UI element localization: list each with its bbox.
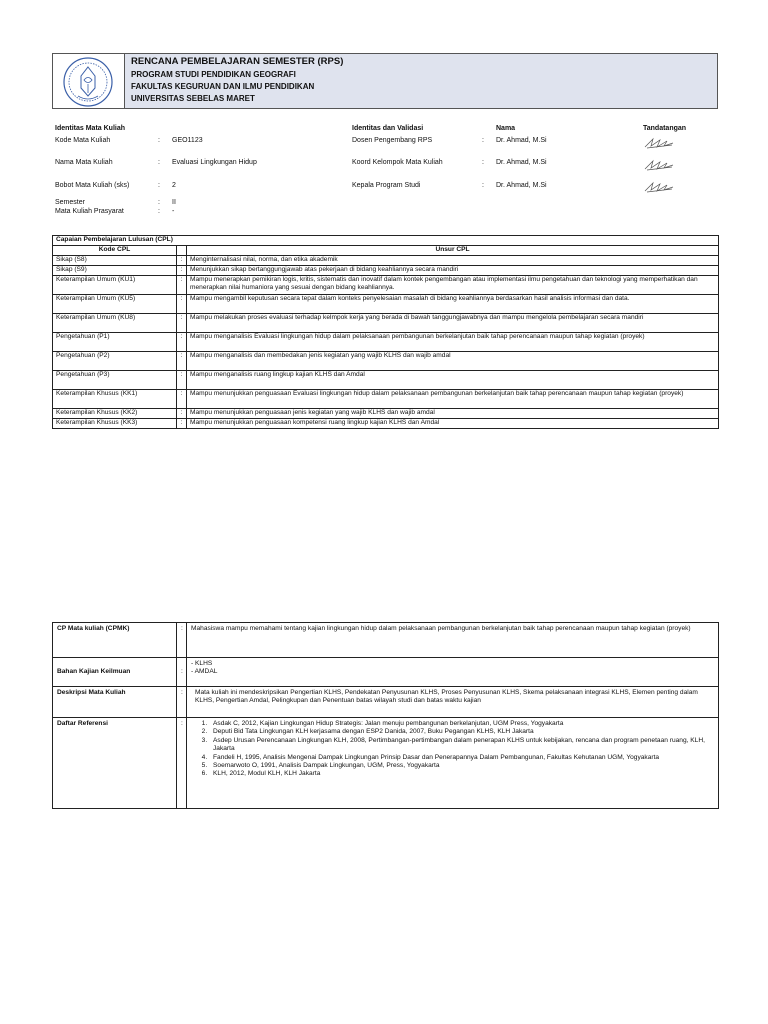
university-name: UNIVERSITAS SEBELAS MARET: [131, 94, 255, 103]
references-label: Daftar Referensi: [53, 718, 177, 809]
validation-sep: :: [482, 182, 484, 189]
cpmk-label: CP Mata kuliah (CPMK): [53, 623, 177, 658]
validation-name: Dr. Ahmad, M.Si: [496, 182, 547, 189]
cpl-text: Mampu menerapkan pemikiran logis, kritis, sistematis dan inovatif dalam kontek pengembangan atau implementasi ilmu pengetahuan dan teknologi yang memperhatikan dan menerapkan nilai humaniora yang sesuai dengan bidang keahliannya.: [187, 276, 719, 295]
identity-sep: :: [158, 199, 160, 206]
table-row: [53, 409, 719, 419]
table-row: [53, 276, 719, 295]
cpl-sep: :: [177, 352, 187, 371]
cpl-sep: :: [177, 409, 187, 419]
identity-value: 2: [172, 182, 176, 189]
cpl-text: Mampu menganalisis dan membedakan jenis kegiatan yang wajib KLHS dan wajib amdal: [187, 352, 719, 371]
name-heading: Nama: [496, 125, 516, 132]
materials-sep: :: [177, 658, 187, 687]
table-row: [53, 687, 719, 718]
identity-value: GEO1123: [172, 137, 203, 144]
cpl-code: Keterampilan Khusus (KK3): [53, 419, 177, 429]
description-label: Deskripsi Mata Kuliah: [53, 687, 177, 718]
cpl-element-header: Unsur CPL: [187, 246, 719, 256]
list-item: - KLHS: [191, 660, 213, 667]
cpl-code: Sikap (S9): [53, 266, 177, 276]
cpl-code: Sikap (S8): [53, 256, 177, 266]
signature-icon: [643, 180, 675, 194]
identity-sep: :: [158, 208, 160, 215]
cpl-code-header: Kode CPL: [53, 246, 177, 256]
list-item: 5. Soemarwoto O, 1991, Analisis Dampak Lingkungan, UGM, Press, Yogyakarta: [209, 762, 714, 770]
cpl-text: Mampu melakukan proses evaluasi terhadap kelmpok kerja yang berada di bawah tanggungjawabnya dan mampu mengelola pembelajaran secara mandiri: [187, 314, 719, 333]
identity-label: Mata Kuliah Prasyarat: [55, 208, 124, 215]
materials-label: Bahan Kajian Keilmuan: [53, 658, 177, 687]
identity-heading: Identitas Mata Kuliah: [55, 125, 126, 132]
identity-sep: :: [158, 137, 160, 144]
list-item: 6. KLH, 2012, Modul KLH, KLH Jakarta: [209, 770, 714, 778]
identity-sep: :: [158, 182, 160, 189]
faculty-name: FAKULTAS KEGURUAN DAN ILMU PENDIDIKAN: [131, 82, 315, 91]
cpl-table: [52, 235, 719, 429]
identity-label: Semester: [55, 199, 85, 206]
document-title: RENCANA PEMBELAJARAN SEMESTER (RPS): [131, 56, 344, 67]
identity-sep: :: [158, 159, 160, 166]
table-row: [53, 333, 719, 352]
cpl-text: Mampu mengambil keputusan secara tepat dalam konteks penyelesaian masalah di bidang keahliannya berdasarkan hasil analisis informasi dan data.: [187, 295, 719, 314]
cpl-code: Pengetahuan (P2): [53, 352, 177, 371]
university-logo-icon: [62, 56, 114, 108]
description-text: Mata kuliah ini mendeskripsikan Pengertian KLHS, Pendekatan Penyusunan KLHS, Proses Penyusunan KLHS, Skema pelaksanaan integrasi KLHS, Elemen penting dalam KLHS, Pengertian Amdal, Pelingkupan dan Penentuan batas wilayah studi dan batas waktu kajian: [187, 687, 719, 718]
cpl-text: Mampu menganalisis ruang lingkup kajian KLHS dan Amdal: [187, 371, 719, 390]
cpl-text: Mampu menunjukkan penguasaan jenis kegiatan yang wajib KLHS dan wajib amdal: [187, 409, 719, 419]
document-header: [52, 53, 718, 109]
cpl-title: Capaian Pembelajaran Lulusan (CPL): [53, 236, 719, 246]
table-row: [53, 246, 719, 256]
validation-name: Dr. Ahmad, M.Si: [496, 159, 547, 166]
identity-label: Bobot Mata Kuliah (sks): [55, 182, 130, 189]
table-row: [53, 371, 719, 390]
identity-label: Kode Mata Kuliah: [55, 137, 111, 144]
cpl-code: Pengetahuan (P3): [53, 371, 177, 390]
signature-heading: Tandatangan: [643, 125, 687, 132]
table-row: [53, 658, 719, 687]
identity-value: II: [172, 199, 176, 206]
cpl-text: Menunjukkan sikap bertanggungjawab atas pekerjaan di bidang keahliannya secara mandiri: [187, 266, 719, 276]
cpl-code: Keterampilan Umum (KU8): [53, 314, 177, 333]
cpl-text: Mampu menunjukkan penguasaan kompetensi ruang lingkup kajian KLHS dan Amdal: [187, 419, 719, 429]
table-row: [53, 352, 719, 371]
cpl-sep: :: [177, 276, 187, 295]
cpl-sep: :: [177, 295, 187, 314]
cpl-sep: :: [177, 314, 187, 333]
validation-role: Koord Kelompok Mata Kuliah: [352, 159, 443, 166]
signature-icon: [643, 136, 675, 150]
cpmk-text: Mahasiswa mampu memahami tentang kajian lingkungan hidup dalam pelaksanaan pembangunan berkelanjutan baik tahap perencanaan maupun tahap kegiatan (proyek): [187, 623, 719, 658]
list-item: - AMDAL: [191, 668, 218, 676]
cpl-text: Menginternalisasi nilai, norma, dan etika akademik: [187, 256, 719, 266]
signature-icon: [643, 158, 675, 172]
validation-role: Dosen Pengembang RPS: [352, 137, 433, 144]
table-row: [53, 256, 719, 266]
validation-sep: :: [482, 159, 484, 166]
cpl-sep: :: [177, 266, 187, 276]
cpl-text: Mampu menunjukkan penguasaan Evaluasi lingkungan hidup dalam pelaksanaan pembangunan berkelanjutan baik tahap perencanaan maupun tahap kegiatan (proyek): [187, 390, 719, 409]
course-table: [52, 622, 719, 809]
references-sep: :: [177, 718, 187, 809]
list-item: 3. Asdep Urusan Perencanaan Lingkungan KLH, 2008, Pertimbangan-pertimbangan dalam penerapan KLHS untuk kebijakan, rencana dan program penetaan ruang, KLH, Jakarta: [209, 737, 714, 754]
table-row: [53, 623, 719, 658]
cpl-sep: :: [177, 371, 187, 390]
cpl-code: Keterampilan Khusus (KK2): [53, 409, 177, 419]
validation-role: Kepala Program Studi: [352, 182, 421, 189]
cpl-code: Keterampilan Khusus (KK1): [53, 390, 177, 409]
table-row: [53, 236, 719, 246]
identity-value: Evaluasi Lingkungan Hidup: [172, 159, 257, 166]
program-name: PROGRAM STUDI PENDIDIKAN GEOGRAFI: [131, 70, 296, 79]
cpl-code: Pengetahuan (P1): [53, 333, 177, 352]
list-item: 1. Asdak C, 2012, Kajian Lingkungan Hidup Strategis: Jalan menuju pembangunan berkelanjutan, UGM Press, Yogyakarta: [209, 720, 714, 728]
table-row: [53, 314, 719, 333]
cpl-sep-header: [177, 246, 187, 256]
table-row: [53, 295, 719, 314]
identity-label: Nama Mata Kuliah: [55, 159, 113, 166]
table-row: [53, 419, 719, 429]
cpl-text: Mampu menganalisis Evaluasi lingkungan hidup dalam pelaksanaan pembangunan berkelanjutan baik tahap perencanaan maupun tahap kegiatan (proyek): [187, 333, 719, 352]
cpl-sep: :: [177, 333, 187, 352]
cpl-sep: :: [177, 419, 187, 429]
cpl-sep: :: [177, 390, 187, 409]
cpl-code: Keterampilan Umum (KU1): [53, 276, 177, 295]
cpl-code: Keterampilan Umum (KU5): [53, 295, 177, 314]
validation-sep: :: [482, 137, 484, 144]
validation-name: Dr. Ahmad, M.Si: [496, 137, 547, 144]
references-list: [187, 718, 719, 809]
identity-value: -: [172, 208, 175, 215]
list-item: 4. Fandeli H, 1995, Analisis Mengenai Dampak Lingkungan Prinsip Dasar dan Penerapannya Dalam Pembangunan, Fakultas Kehutanan UGM, Yogyakarta: [209, 754, 714, 762]
validation-heading: Identitas dan Validasi: [352, 125, 424, 132]
materials-list: [187, 658, 719, 687]
description-sep: :: [177, 687, 187, 718]
cpl-sep: :: [177, 256, 187, 266]
table-row: [53, 390, 719, 409]
list-item: 2. Deputi Bid Tata Lingkungan KLH kerjasama dengan ESP2 Danida, 2007, Buku Pegangan KLHS, KLH Jakarta: [209, 728, 714, 736]
table-row: [53, 718, 719, 809]
table-row: [53, 266, 719, 276]
cpmk-sep: :: [177, 623, 187, 658]
logo-cell: [53, 54, 125, 108]
